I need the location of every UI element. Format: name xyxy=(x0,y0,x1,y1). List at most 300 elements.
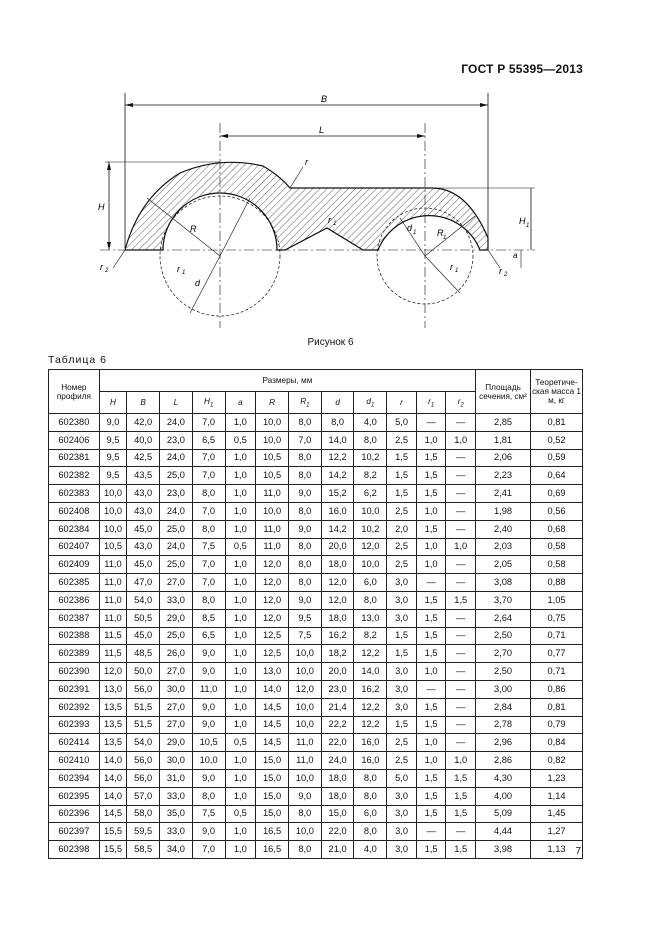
header-dim-symbol: r xyxy=(428,396,431,406)
header-dim-symbol: L xyxy=(173,398,179,407)
table-cell: 0,71 xyxy=(531,627,583,645)
header-dim xyxy=(354,392,387,414)
table-cell: 4,0 xyxy=(354,414,387,432)
table-cell: 1,0 xyxy=(416,663,446,681)
table-cell: 10,0 xyxy=(288,698,321,716)
table-cell: 1,0 xyxy=(225,627,256,645)
table-cell: 1,0 xyxy=(446,431,476,449)
table-row xyxy=(49,823,583,841)
table-cell: 11,0 xyxy=(288,752,321,770)
table-cell: — xyxy=(446,663,476,681)
label-d1: d xyxy=(407,223,413,233)
table-cell: 27,0 xyxy=(160,716,193,734)
table-row xyxy=(49,645,583,663)
table-row xyxy=(49,449,583,467)
label-d: d xyxy=(195,278,201,288)
table-cell: 12,2 xyxy=(321,449,354,467)
table-cell: 0,75 xyxy=(531,609,583,627)
table-cell: 15,0 xyxy=(321,805,354,823)
table-cell: 1,5 xyxy=(416,591,446,609)
table-cell: 3,0 xyxy=(387,805,417,823)
table-cell: 0,56 xyxy=(531,502,583,520)
table-row xyxy=(49,556,583,574)
table-cell: 2,78 xyxy=(476,716,531,734)
table-cell: 18,0 xyxy=(321,556,354,574)
table-cell: — xyxy=(446,502,476,520)
table-cell: 1,0 xyxy=(225,680,256,698)
table-cell: — xyxy=(446,520,476,538)
table-cell: 2,5 xyxy=(387,556,417,574)
table-cell: 14,5 xyxy=(99,805,126,823)
table-cell: 8,0 xyxy=(288,414,321,432)
table-cell: 2,5 xyxy=(387,538,417,556)
table-cell: 40,0 xyxy=(127,431,160,449)
table-cell: 14,0 xyxy=(99,752,126,770)
table-cell: 0,81 xyxy=(531,698,583,716)
table-cell: 1,0 xyxy=(225,752,256,770)
table-cell: 8,2 xyxy=(354,467,387,485)
table-cell: 1,0 xyxy=(225,609,256,627)
table-cell: 1,5 xyxy=(387,467,417,485)
table-cell: 24,0 xyxy=(160,502,193,520)
table-cell: 25,0 xyxy=(160,520,193,538)
svg-text:2: 2 xyxy=(504,272,508,278)
table-cell: 9,0 xyxy=(192,663,225,681)
table-cell: 3,98 xyxy=(476,841,531,859)
table-cell: 1,5 xyxy=(446,841,476,859)
table-cell: 1,5 xyxy=(416,841,446,859)
table-cell: 1,5 xyxy=(416,520,446,538)
table-cell: 1,5 xyxy=(416,716,446,734)
table-cell: — xyxy=(446,716,476,734)
table-cell: 8,0 xyxy=(288,467,321,485)
table-cell: 602410 xyxy=(49,752,100,770)
table-cell: 1,0 xyxy=(416,734,446,752)
table-cell: 602408 xyxy=(49,502,100,520)
table-cell: 0,52 xyxy=(531,431,583,449)
header-dim xyxy=(225,392,256,414)
table-cell: 10,0 xyxy=(288,716,321,734)
table-cell: 15,0 xyxy=(256,805,289,823)
table-cell: 9,0 xyxy=(192,769,225,787)
table-cell: 1,5 xyxy=(416,698,446,716)
table-cell: 1,0 xyxy=(225,841,256,859)
table-cell: — xyxy=(416,680,446,698)
table-cell: 12,5 xyxy=(256,627,289,645)
table-cell: 10,0 xyxy=(256,431,289,449)
table-cell: 14,5 xyxy=(256,734,289,752)
table-cell: 12,2 xyxy=(354,716,387,734)
table-cell: 10,2 xyxy=(354,520,387,538)
table-cell: 10,0 xyxy=(256,414,289,432)
table-cell: 4,0 xyxy=(354,841,387,859)
table-row xyxy=(49,591,583,609)
table-cell: 3,0 xyxy=(387,787,417,805)
table-cell: 7,5 xyxy=(192,805,225,823)
table-cell: 3,70 xyxy=(476,591,531,609)
table-cell: 14,0 xyxy=(99,769,126,787)
table-cell: 0,59 xyxy=(531,449,583,467)
svg-text:1: 1 xyxy=(413,230,417,236)
table-cell: 10,0 xyxy=(288,769,321,787)
table-cell: 2,5 xyxy=(387,734,417,752)
table-cell: 54,0 xyxy=(127,591,160,609)
table-cell: 2,23 xyxy=(476,467,531,485)
table-cell: 1,0 xyxy=(416,538,446,556)
table-cell: 56,0 xyxy=(127,752,160,770)
table-cell: 602385 xyxy=(49,574,100,592)
table-cell: 6,5 xyxy=(192,627,225,645)
table-cell: 12,0 xyxy=(256,556,289,574)
table-cell: 2,5 xyxy=(387,502,417,520)
table-cell: 0,58 xyxy=(531,538,583,556)
table-cell: 602391 xyxy=(49,680,100,698)
table-cell: 8,0 xyxy=(354,769,387,787)
header-dim-symbol: d xyxy=(335,398,340,407)
table-cell: 12,0 xyxy=(256,591,289,609)
table-cell: 602414 xyxy=(49,734,100,752)
table-cell: 1,0 xyxy=(416,752,446,770)
label-r2-right: r xyxy=(499,266,502,276)
table-cell: 16,5 xyxy=(256,823,289,841)
table-cell: 2,96 xyxy=(476,734,531,752)
table-cell: 602387 xyxy=(49,609,100,627)
table-cell: 4,44 xyxy=(476,823,531,841)
table-cell: 3,0 xyxy=(387,591,417,609)
table-cell: — xyxy=(416,823,446,841)
table-cell: 1,5 xyxy=(387,645,417,663)
table-cell: 35,0 xyxy=(160,805,193,823)
table-cell: 1,0 xyxy=(225,574,256,592)
header-dimensions: Размеры, мм xyxy=(99,370,475,392)
table-row xyxy=(49,663,583,681)
header-dim xyxy=(99,392,126,414)
table-cell: 22,2 xyxy=(321,716,354,734)
table-row xyxy=(49,841,583,859)
table-cell: 45,0 xyxy=(127,627,160,645)
table-cell: 2,86 xyxy=(476,752,531,770)
header-dim xyxy=(192,392,225,414)
table-cell: 2,85 xyxy=(476,414,531,432)
table-cell: 5,09 xyxy=(476,805,531,823)
svg-text:1: 1 xyxy=(443,235,447,241)
table-cell: 1,0 xyxy=(225,449,256,467)
table-cell: 1,5 xyxy=(446,769,476,787)
table-cell: 8,0 xyxy=(288,841,321,859)
table-cell: 8,0 xyxy=(288,574,321,592)
table-cell: 8,0 xyxy=(288,502,321,520)
table-cell: — xyxy=(446,449,476,467)
table-cell: 16,2 xyxy=(354,680,387,698)
table-cell: 0,5 xyxy=(225,431,256,449)
table-cell: 6,0 xyxy=(354,805,387,823)
svg-text:1: 1 xyxy=(182,270,186,276)
table-cell: 13,0 xyxy=(354,609,387,627)
header-dim-symbol: r xyxy=(400,398,403,407)
table-cell: 1,81 xyxy=(476,431,531,449)
table-cell: 0,81 xyxy=(531,414,583,432)
table-cell: 4,00 xyxy=(476,787,531,805)
table-cell: 12,0 xyxy=(321,591,354,609)
table-cell: 3,0 xyxy=(387,823,417,841)
table-row xyxy=(49,769,583,787)
table-cell: 51,5 xyxy=(127,716,160,734)
table-cell: 43,0 xyxy=(127,502,160,520)
table-cell: — xyxy=(446,627,476,645)
table-cell: 2,06 xyxy=(476,449,531,467)
table-cell: 11,0 xyxy=(256,538,289,556)
table-cell: 2,03 xyxy=(476,538,531,556)
table-cell: 16,0 xyxy=(321,502,354,520)
table-cell: 11,0 xyxy=(288,734,321,752)
table-cell: 13,5 xyxy=(99,716,126,734)
table-cell: 11,0 xyxy=(99,609,126,627)
table-cell: 7,0 xyxy=(192,574,225,592)
table-cell: 8,0 xyxy=(288,449,321,467)
table-cell: 16,0 xyxy=(354,734,387,752)
table-cell: 24,0 xyxy=(321,752,354,770)
table-cell: 602393 xyxy=(49,716,100,734)
table-cell: 10,0 xyxy=(99,502,126,520)
table-cell: 11,0 xyxy=(99,591,126,609)
header-dim xyxy=(160,392,193,414)
table-cell: 43,0 xyxy=(127,538,160,556)
table-cell: 7,5 xyxy=(288,627,321,645)
label-H: H xyxy=(98,202,105,212)
table-cell: 1,0 xyxy=(225,591,256,609)
table-cell: 15,0 xyxy=(256,787,289,805)
table-cell: 14,0 xyxy=(354,663,387,681)
table-cell: 8,0 xyxy=(288,805,321,823)
table-cell: 7,0 xyxy=(288,431,321,449)
table-cell: 23,0 xyxy=(321,680,354,698)
table-cell: 50,0 xyxy=(127,663,160,681)
label-r: r xyxy=(305,157,308,167)
table-row xyxy=(49,734,583,752)
table-cell: 9,0 xyxy=(192,698,225,716)
table-cell: 2,0 xyxy=(387,520,417,538)
label-r1-right: r xyxy=(450,262,453,272)
table-cell: 602388 xyxy=(49,627,100,645)
table-cell: 8,0 xyxy=(192,787,225,805)
table-cell: 11,0 xyxy=(256,520,289,538)
header-dim xyxy=(321,392,354,414)
table-cell: 2,41 xyxy=(476,485,531,503)
table-cell: 1,05 xyxy=(531,591,583,609)
table-cell: 45,0 xyxy=(127,520,160,538)
svg-text:2: 2 xyxy=(105,268,109,274)
table-cell: 602381 xyxy=(49,449,100,467)
table-cell: 10,5 xyxy=(99,538,126,556)
table-cell: 13,0 xyxy=(99,680,126,698)
table-cell: 1,0 xyxy=(225,823,256,841)
table-cell: 1,5 xyxy=(446,787,476,805)
table-cell: — xyxy=(446,414,476,432)
header-dim xyxy=(127,392,160,414)
table-cell: 6,5 xyxy=(192,431,225,449)
table-cell: 602389 xyxy=(49,645,100,663)
header-dim-symbol: B xyxy=(140,398,146,407)
table-cell: 31,0 xyxy=(160,769,193,787)
table-cell: 1,5 xyxy=(387,627,417,645)
table-cell: 602397 xyxy=(49,823,100,841)
table-cell: 1,5 xyxy=(416,645,446,663)
table-cell: 1,5 xyxy=(416,485,446,503)
table-cell: 1,0 xyxy=(225,645,256,663)
page-number: 7 xyxy=(575,846,581,857)
table-cell: 9,0 xyxy=(288,520,321,538)
table-cell: 58,5 xyxy=(127,841,160,859)
table-cell: 602390 xyxy=(49,663,100,681)
table-cell: 15,2 xyxy=(321,485,354,503)
header-dim xyxy=(446,392,476,414)
table-cell: 1,27 xyxy=(531,823,583,841)
svg-text:1: 1 xyxy=(526,223,530,229)
table-cell: 0,5 xyxy=(225,538,256,556)
table-cell: 602396 xyxy=(49,805,100,823)
table-cell: — xyxy=(446,609,476,627)
profile-section xyxy=(125,162,488,250)
table-cell: 59,5 xyxy=(127,823,160,841)
table-cell: 1,0 xyxy=(225,698,256,716)
table-cell: 5,0 xyxy=(387,414,417,432)
table-cell: 9,0 xyxy=(288,485,321,503)
table-cell: 8,0 xyxy=(288,538,321,556)
table-cell: 9,0 xyxy=(99,414,126,432)
table-cell: 0,69 xyxy=(531,485,583,503)
table-cell: 602384 xyxy=(49,520,100,538)
table-cell: 1,5 xyxy=(387,485,417,503)
table-cell: 18,0 xyxy=(321,769,354,787)
table-cell: 15,5 xyxy=(99,841,126,859)
table-cell: 9,5 xyxy=(99,467,126,485)
table-cell: 13,0 xyxy=(256,663,289,681)
table-cell: 57,0 xyxy=(127,787,160,805)
table-cell: 21,4 xyxy=(321,698,354,716)
table-cell: 30,0 xyxy=(160,752,193,770)
table-cell: 1,0 xyxy=(416,431,446,449)
table-cell: 0,77 xyxy=(531,645,583,663)
table-cell: 10,0 xyxy=(99,520,126,538)
table-cell: 11,0 xyxy=(99,574,126,592)
table-cell: 8,0 xyxy=(288,556,321,574)
label-r2-left: r xyxy=(100,262,103,272)
table-cell: 1,0 xyxy=(225,716,256,734)
table-cell: 3,00 xyxy=(476,680,531,698)
header-dim-symbol: r xyxy=(457,396,461,406)
table-cell: 29,0 xyxy=(160,609,193,627)
svg-text:1: 1 xyxy=(333,221,337,227)
table-cell: 54,0 xyxy=(127,734,160,752)
document-standard-header: ГОСТ Р 55395—2013 xyxy=(461,62,583,76)
table-row xyxy=(49,752,583,770)
figure-caption: Рисунок 6 xyxy=(307,337,354,348)
table-row xyxy=(49,574,583,592)
table-cell: 14,2 xyxy=(321,520,354,538)
table-cell: 27,0 xyxy=(160,574,193,592)
table-cell: 9,0 xyxy=(192,645,225,663)
header-dim-subscript: 1 xyxy=(306,402,310,409)
table-cell: 48,5 xyxy=(127,645,160,663)
table-cell: 11,0 xyxy=(99,556,126,574)
table-cell: 1,13 xyxy=(531,841,583,859)
table-cell: 58,0 xyxy=(127,805,160,823)
label-a: a xyxy=(513,251,518,260)
table-cell: 45,0 xyxy=(127,556,160,574)
table-cell: 602398 xyxy=(49,841,100,859)
table-cell: 13,5 xyxy=(99,698,126,716)
header-mass: Теоретиче-ская масса 1 м, кг xyxy=(531,370,583,414)
header-area: Площадь сечения, см² xyxy=(476,370,531,414)
table-cell: 14,0 xyxy=(321,431,354,449)
table-cell: 1,5 xyxy=(416,609,446,627)
table-cell: 1,0 xyxy=(225,414,256,432)
table-cell: 33,0 xyxy=(160,787,193,805)
table-cell: 8,2 xyxy=(354,627,387,645)
table-row xyxy=(49,485,583,503)
profile-drawing xyxy=(95,88,545,328)
table-cell: 9,0 xyxy=(288,591,321,609)
table-cell: 6,2 xyxy=(354,485,387,503)
table-cell: — xyxy=(446,556,476,574)
table-cell: 8,0 xyxy=(354,591,387,609)
table-cell: 11,5 xyxy=(99,627,126,645)
table-cell: — xyxy=(446,485,476,503)
table-cell: 10,0 xyxy=(354,556,387,574)
table-cell: 3,0 xyxy=(387,609,417,627)
table-cell: 1,23 xyxy=(531,769,583,787)
table-cell: 12,0 xyxy=(288,680,321,698)
table-cell: 0,79 xyxy=(531,716,583,734)
table-cell: 12,0 xyxy=(256,609,289,627)
table-cell: 21,0 xyxy=(321,841,354,859)
table-cell: 27,0 xyxy=(160,663,193,681)
table-cell: 50,5 xyxy=(127,609,160,627)
table-cell: 10,0 xyxy=(99,485,126,503)
table-cell: 7,0 xyxy=(192,414,225,432)
table-cell: 18,0 xyxy=(321,787,354,805)
table-cell: 0,58 xyxy=(531,556,583,574)
table-cell: 33,0 xyxy=(160,591,193,609)
table-cell: 7,0 xyxy=(192,556,225,574)
header-dim xyxy=(288,392,321,414)
table-cell: 12,0 xyxy=(321,574,354,592)
table-cell: 12,5 xyxy=(256,645,289,663)
table-cell: 1,45 xyxy=(531,805,583,823)
table-cell: 602392 xyxy=(49,698,100,716)
table-cell: 12,0 xyxy=(99,663,126,681)
table-row xyxy=(49,414,583,432)
table-cell: 23,0 xyxy=(160,485,193,503)
table-cell: 3,0 xyxy=(387,680,417,698)
table-cell: 2,05 xyxy=(476,556,531,574)
table-cell: — xyxy=(416,574,446,592)
table-cell: 602394 xyxy=(49,769,100,787)
table-cell: 2,50 xyxy=(476,627,531,645)
label-R: R xyxy=(190,224,197,234)
table-cell: 2,40 xyxy=(476,520,531,538)
table-cell: 34,0 xyxy=(160,841,193,859)
table-cell: 1,5 xyxy=(416,787,446,805)
table-cell: 10,5 xyxy=(256,449,289,467)
table-cell: 0,64 xyxy=(531,467,583,485)
table-cell: 24,0 xyxy=(160,414,193,432)
table-cell: 20,0 xyxy=(321,538,354,556)
label-r1-top: r xyxy=(328,215,331,225)
table-cell: 7,0 xyxy=(192,467,225,485)
table-caption: Таблица 6 xyxy=(48,354,107,366)
table-cell: 3,0 xyxy=(387,841,417,859)
